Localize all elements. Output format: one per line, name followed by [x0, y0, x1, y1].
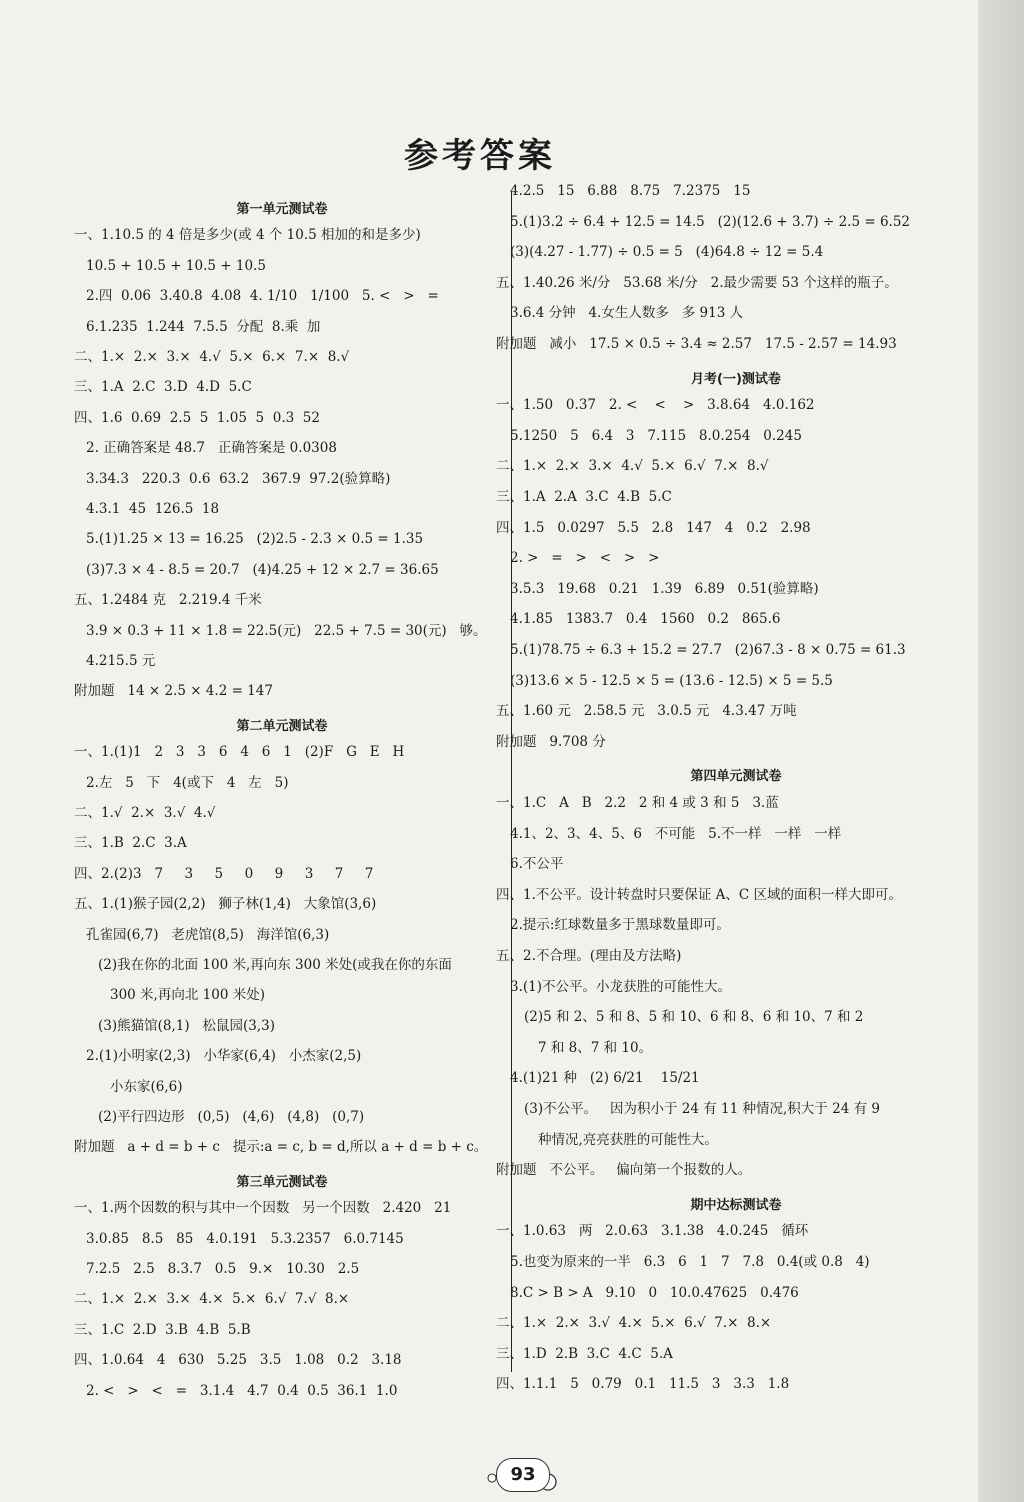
- answer-line: 三、1.D 2.B 3.C 4.C 5.A: [496, 1345, 673, 1362]
- answer-line: 五、2.不合理。(理由及方法略): [496, 948, 682, 964]
- answer-line: 四、1.0.64 4 630 5.25 3.5 1.08 0.2 3.18: [74, 1352, 402, 1369]
- answer-line: 5.1250 5 6.4 3 7.115 8.0.254 0.245: [510, 427, 802, 444]
- answer-line: 2.四 0.06 3.40.8 4.08 4. 1/10 1/100 5. < > =: [86, 288, 439, 305]
- answer-line: 300 米,再向北 100 米处): [110, 987, 265, 1004]
- answer-line: 4.215.5 元: [86, 653, 156, 669]
- answer-line: 3.9 × 0.3 + 11 × 1.8 = 22.5(元) 22.5 + 7.5 = 30(元) 够。: [86, 622, 487, 639]
- answer-line: 种情况,亮亮获胜的可能性大。: [538, 1131, 718, 1148]
- answer-line: (2)平行四边形 (0,5) (4,6) (4,8) (0,7): [98, 1109, 365, 1125]
- answer-line: 6.1.235 1.244 7.5.5 分配 8.乘 加: [86, 318, 321, 335]
- section-heading: 期中达标测试卷: [690, 1197, 782, 1213]
- answer-line: 小东家(6,6): [110, 1078, 183, 1095]
- answer-line: 附加题 不公平。 偏向第一个报数的人。: [496, 1162, 752, 1179]
- answer-line: (3)(4.27 - 1.77) ÷ 0.5 = 5 (4)64.8 ÷ 12 = 5.4: [510, 244, 824, 261]
- answer-line: 四、1.5 0.0297 5.5 2.8 147 4 0.2 2.98: [496, 519, 811, 536]
- answer-line: 附加题 14 × 2.5 × 4.2 = 147: [74, 683, 273, 700]
- answer-line: 4.(1)21 种 (2) 6/21 15/21: [510, 1070, 700, 1087]
- answer-line: 4.1.85 1383.7 0.4 1560 0.2 865.6: [510, 611, 781, 628]
- answer-line: 二、1.× 2.× 3.× 4.√ 5.× 6.× 7.× 8.√: [74, 349, 350, 365]
- answer-line: (3)13.6 × 5 - 12.5 × 5 = (13.6 - 12.5) × 5 = 5.5: [510, 672, 833, 689]
- page-number: 93: [496, 1458, 550, 1492]
- answer-line: 2.提示:红球数量多于黑球数量即可。: [510, 917, 730, 934]
- answer-line: 四、1.1.1 5 0.79 0.1 11.5 3 3.3 1.8: [496, 1376, 790, 1393]
- answer-line: 10.5 + 10.5 + 10.5 + 10.5: [86, 257, 266, 274]
- answer-line: 8.C > B > A 9.10 0 10.0.47625 0.476: [510, 1284, 799, 1301]
- answer-line: 2.(1)小明家(2,3) 小华家(6,4) 小杰家(2,5): [86, 1048, 362, 1065]
- section-heading: 第二单元测试卷: [236, 718, 328, 734]
- answer-line: 二、1.× 2.× 3.× 4.× 5.× 6.√ 7.√ 8.×: [74, 1291, 350, 1308]
- answer-line: 3.34.3 220.3 0.6 63.2 367.9 97.2(验算略): [86, 470, 391, 487]
- answer-line: 五、1.2484 克 2.219.4 千米: [74, 592, 262, 609]
- answer-line: 二、1.× 2.× 3.× 4.√ 5.× 6.√ 7.× 8.√: [496, 458, 769, 475]
- answer-line: 附加题 减小 17.5 × 0.5 ÷ 3.4 ≈ 2.57 17.5 - 2.57 = 14.93: [496, 336, 897, 352]
- page-spine-shadow: [978, 0, 1024, 1502]
- answer-line: (2)我在你的北面 100 米,再向东 300 米处(或我在你的东面: [98, 957, 452, 973]
- answer-line: 五、1.(1)猴子园(2,2) 狮子林(1,4) 大象馆(3,6): [74, 896, 377, 913]
- answer-line: 5.也变为原来的一半 6.3 6 1 7 7.8 0.4(或 0.8 4): [510, 1254, 870, 1270]
- answer-line: 二、1.√ 2.× 3.√ 4.√: [74, 805, 216, 821]
- answer-line: 孔雀园(6,7) 老虎馆(8,5) 海洋馆(6,3): [86, 926, 330, 943]
- section-heading: 月考(一)测试卷: [691, 371, 781, 387]
- answer-line: 6.不公平: [510, 856, 564, 873]
- answer-line: 附加题 9.708 分: [496, 733, 606, 750]
- answer-line: 5.(1)78.75 ÷ 6.3 + 15.2 = 27.7 (2)67.3 - 8 × 0.75 = 61.3: [510, 642, 906, 658]
- answer-line: 5.(1)1.25 × 13 = 16.25 (2)2.5 - 2.3 × 0.5 = 1.35: [86, 531, 424, 548]
- answer-line: 一、1.(1)1 2 3 3 6 4 6 1 (2)F G E H: [74, 744, 405, 761]
- answer-line: 4.1、2、3、4、5、6 不可能 5.不一样 一样 一样: [510, 825, 842, 842]
- answer-line: (3)不公平。 因为积小于 24 有 11 种情况,积大于 24 有 9: [524, 1101, 880, 1117]
- answer-line: 一、1.C A B 2.2 2 和 4 或 3 和 5 3.蓝: [496, 795, 779, 811]
- answer-line: 4.2.5 15 6.88 8.75 7.2375 15: [510, 183, 751, 199]
- answer-line: 3.(1)不公平。小龙获胜的可能性大。: [510, 978, 732, 995]
- answer-line: 2. 正确答案是 48.7 正确答案是 0.0308: [86, 440, 337, 457]
- answer-line: 2. < > < = 3.1.4 4.7 0.4 0.5 36.1 1.0: [86, 1382, 398, 1399]
- page-title: 参考答案: [404, 136, 556, 176]
- section-heading: 第一单元测试卷: [236, 202, 328, 217]
- answer-line: 一、1.0.63 两 2.0.63 3.1.38 4.0.245 循环: [496, 1223, 809, 1240]
- section-heading: 第三单元测试卷: [236, 1174, 328, 1190]
- answer-line: (2)5 和 2、5 和 8、5 和 10、6 和 8、6 和 10、7 和 2: [524, 1009, 864, 1026]
- answer-line: 7 和 8、7 和 10。: [538, 1039, 653, 1056]
- answer-line: 7.2.5 2.5 8.3.7 0.5 9.× 10.30 2.5: [86, 1261, 360, 1277]
- answer-line: 三、1.A 2.A 3.C 4.B 5.C: [496, 489, 672, 505]
- answer-line: 一、1.50 0.37 2. < < > 3.8.64 4.0.162: [496, 397, 815, 414]
- answer-line: 四、1.6 0.69 2.5 5 1.05 5 0.3 52: [74, 409, 320, 426]
- answer-line: 4.3.1 45 126.5 18: [86, 501, 220, 517]
- answer-line: 3.6.4 分钟 4.女生人数多 多 913 人: [510, 305, 744, 322]
- answer-line: (3)7.3 × 4 - 8.5 = 20.7 (4)4.25 + 12 × 2.7 = 36.65: [86, 561, 439, 578]
- answer-line: 5.(1)3.2 ÷ 6.4 + 12.5 = 14.5 (2)(12.6 + 3.7) ÷ 2.5 = 6.52: [510, 213, 911, 230]
- answer-line: 五、1.40.26 米/分 53.68 米/分 2.最少需要 53 个这样的瓶子。: [496, 274, 898, 291]
- answer-line: 附加题 a + d = b + c 提示:a = c, b = d,所以 a + d = b + c。: [74, 1139, 488, 1156]
- answer-line: 四、2.(2)3 7 3 5 0 9 3 7 7: [74, 865, 374, 882]
- answer-line: 三、1.C 2.D 3.B 4.B 5.B: [74, 1321, 251, 1338]
- answer-line: 3.5.3 19.68 0.21 1.39 6.89 0.51(验算略): [510, 580, 819, 597]
- answer-line: 五、1.60 元 2.58.5 元 3.0.5 元 4.3.47 万吨: [496, 703, 797, 720]
- answer-line: 一、1.两个因数的积与其中一个因数 另一个因数 2.420 21: [74, 1200, 452, 1217]
- section-heading: 第四单元测试卷: [690, 769, 782, 785]
- answer-line: 三、1.B 2.C 3.A: [74, 835, 187, 852]
- answer-line: 四、1.不公平。设计转盘时只要保证 A、C 区域的面积一样大即可。: [496, 886, 903, 903]
- answer-line: (3)熊猫馆(8,1) 松鼠园(3,3): [98, 1017, 276, 1034]
- answer-line: 一、1.10.5 的 4 倍是多少(或 4 个 10.5 相加的和是多少): [74, 227, 421, 244]
- answer-line: 2. > = > < > >: [510, 550, 660, 567]
- answer-line: 3.0.85 8.5 85 4.0.191 5.3.2357 6.0.7145: [86, 1230, 404, 1247]
- answer-line: 三、1.A 2.C 3.D 4.D 5.C: [74, 379, 252, 396]
- answer-line: 二、1.× 2.× 3.√ 4.× 5.× 6.√ 7.× 8.×: [496, 1315, 772, 1332]
- answer-line: 2.左 5 下 4(或下 4 左 5): [86, 774, 289, 791]
